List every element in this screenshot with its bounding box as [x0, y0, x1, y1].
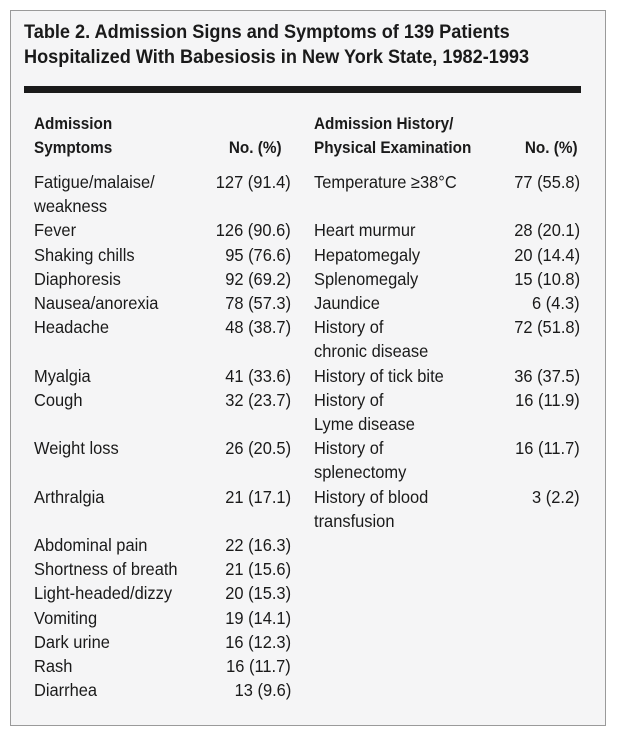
symptom-count: 78 (57.3) — [225, 293, 291, 313]
history-count: 77 (55.8) — [514, 172, 580, 192]
history-label: History of splenectomy — [314, 438, 407, 483]
symptom-label: Fever — [34, 220, 77, 241]
history-label: History of chronic disease — [314, 317, 429, 362]
symptom-label: Fatigue/malaise/ weakness — [34, 172, 155, 216]
symptom-label: Nausea/anorexia — [34, 293, 159, 313]
symptom-count: 16 (12.3) — [225, 631, 291, 652]
history-count: 16 (11.7) — [515, 438, 580, 459]
header-history-exam: Admission History/ Physical Examination — [314, 114, 472, 157]
header-admission-symptoms: Admission Symptoms — [34, 114, 113, 157]
table-body — [0, 160, 622, 720]
symptom-count: 16 (11.7) — [226, 656, 291, 676]
title-rule — [24, 86, 581, 93]
history-count: 28 (20.1) — [514, 220, 580, 241]
history-label: Heart murmur — [314, 220, 416, 241]
symptom-count: 95 (76.6) — [225, 244, 291, 265]
symptom-label: Rash — [34, 656, 73, 676]
symptom-label: Cough — [34, 389, 83, 410]
symptom-count: 126 (90.6) — [216, 220, 291, 241]
history-label: Hepatomegaly — [314, 244, 421, 265]
symptom-count: 41 (33.6) — [225, 365, 291, 386]
history-count: 3 (2.2) — [532, 486, 580, 507]
history-count: 72 (51.8) — [514, 317, 580, 338]
symptom-label: Diarrhea — [34, 680, 98, 701]
symptom-label: Myalgia — [34, 365, 91, 386]
table-title: Table 2. Admission Signs and Symptoms of 139 Patients Hospitalized With Babesiosis in New York State, 1982-1993 — [24, 21, 530, 68]
history-count: 16 (11.9) — [515, 389, 580, 410]
symptom-label: Diaphoresis — [34, 268, 121, 289]
symptom-count: 26 (20.5) — [225, 438, 291, 459]
symptom-count: 19 (14.1) — [225, 607, 291, 628]
history-count: 36 (37.5) — [514, 365, 580, 386]
symptom-count: 92 (69.2) — [225, 268, 291, 289]
symptom-count: 22 (16.3) — [225, 535, 291, 555]
history-label: History of blood transfusion — [314, 486, 429, 531]
history-label: Temperature ≥38°C — [314, 172, 457, 192]
symptom-count: 48 (38.7) — [225, 317, 291, 338]
symptom-label: Light-headed/dizzy — [34, 583, 173, 604]
history-label: Splenomegaly — [314, 268, 419, 289]
symptom-count: 127 (91.4) — [216, 172, 291, 192]
symptom-label: Shaking chills — [34, 244, 135, 265]
history-label: Jaundice — [314, 293, 380, 313]
history-count: 15 (10.8) — [514, 268, 580, 289]
symptom-label: Vomiting — [34, 607, 98, 628]
symptom-count: 21 (15.6) — [225, 559, 291, 580]
header-history-count: No. (%) — [525, 138, 578, 157]
symptom-label: Weight loss — [34, 438, 119, 459]
symptom-count: 21 (17.1) — [225, 486, 291, 507]
symptom-count: 32 (23.7) — [225, 389, 291, 410]
symptom-label: Shortness of breath — [34, 559, 178, 580]
symptom-count: 20 (15.3) — [225, 583, 291, 604]
symptom-label: Dark urine — [34, 631, 110, 652]
history-label: History of tick bite — [314, 365, 444, 386]
history-label: History of Lyme disease — [314, 389, 415, 434]
header-symptoms-count: No. (%) — [229, 138, 282, 157]
symptom-label: Arthralgia — [34, 486, 105, 507]
symptom-label: Headache — [34, 317, 110, 338]
history-count: 20 (14.4) — [514, 244, 580, 265]
symptom-count: 13 (9.6) — [234, 680, 291, 701]
symptom-label: Abdominal pain — [34, 535, 148, 555]
history-count: 6 (4.3) — [532, 293, 580, 313]
